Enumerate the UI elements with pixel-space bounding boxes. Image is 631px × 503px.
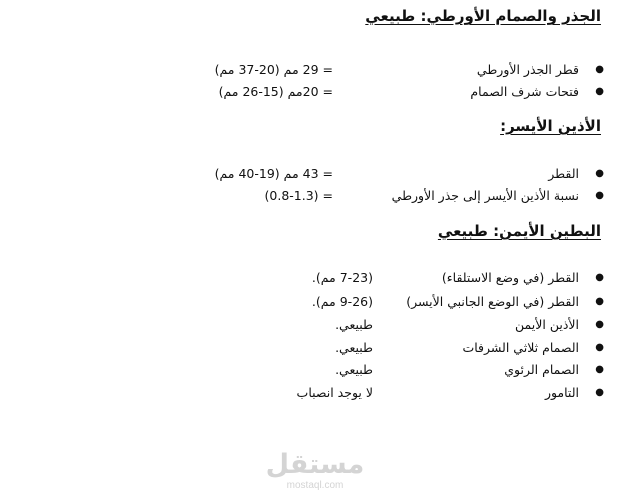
list-item xyxy=(0,268,631,288)
bullet-icon: ● xyxy=(595,272,604,283)
watermark-latin: mostaql.com xyxy=(286,480,344,491)
bullet-icon: ● xyxy=(595,86,604,97)
item-value: (9-26 مم). xyxy=(311,294,373,309)
mostaql-watermark xyxy=(250,450,380,492)
item-value: = 20مم (15-26 مم) xyxy=(218,84,333,99)
item-value: = 29 مم (20-37 مم) xyxy=(214,62,333,77)
list-item xyxy=(0,383,631,403)
list-item xyxy=(0,164,631,184)
item-value: طبيعي. xyxy=(335,340,373,355)
section-heading-aortic-root: الجذر والصمام الأورطي: طبيعي xyxy=(365,7,601,25)
list-item xyxy=(0,338,631,358)
item-label: التامور xyxy=(544,385,579,400)
bullet-icon: ● xyxy=(595,319,604,330)
list-item xyxy=(0,360,631,380)
item-label: قطر الجذر الأورطي xyxy=(476,62,579,77)
list-item xyxy=(0,292,631,312)
item-label: القطر (في الوضع الجانبي الأيسر) xyxy=(406,294,579,309)
item-label: القطر (في وضع الاستلقاء) xyxy=(441,270,579,285)
item-label: نسبة الأذين الأيسر إلى جذر الأورطي xyxy=(391,188,579,203)
item-value: طبيعي. xyxy=(335,362,373,377)
item-value: = (0.8-1.3) xyxy=(264,188,333,203)
list-item xyxy=(0,186,631,206)
bullet-icon: ● xyxy=(595,387,604,398)
section-heading-right-ventricle: البطين الأيمن: طبيعي xyxy=(437,222,601,240)
item-label: القطر xyxy=(548,166,579,181)
item-value: (7-23 مم). xyxy=(311,270,373,285)
item-value: = 43 مم (19-40 مم) xyxy=(214,166,333,181)
item-value: طبيعي. xyxy=(335,317,373,332)
item-label: الصمام الرئوي xyxy=(504,362,579,377)
list-item xyxy=(0,60,631,80)
item-label: فتحات شرف الصمام xyxy=(470,84,579,99)
bullet-icon: ● xyxy=(595,190,604,201)
section-heading-left-atrium: الأذين الأيسر: xyxy=(500,117,601,135)
bullet-icon: ● xyxy=(595,342,604,353)
watermark-arabic: مستقل xyxy=(265,449,365,480)
bullet-icon: ● xyxy=(595,296,604,307)
bullet-icon: ● xyxy=(595,64,604,75)
bullet-icon: ● xyxy=(595,364,604,375)
item-value: لا يوجد انصباب xyxy=(296,385,373,400)
list-item xyxy=(0,315,631,335)
list-item xyxy=(0,82,631,102)
item-label: الصمام ثلاثي الشرفات xyxy=(462,340,579,355)
item-label: الأذين الأيمن xyxy=(515,317,579,332)
bullet-icon: ● xyxy=(595,168,604,179)
